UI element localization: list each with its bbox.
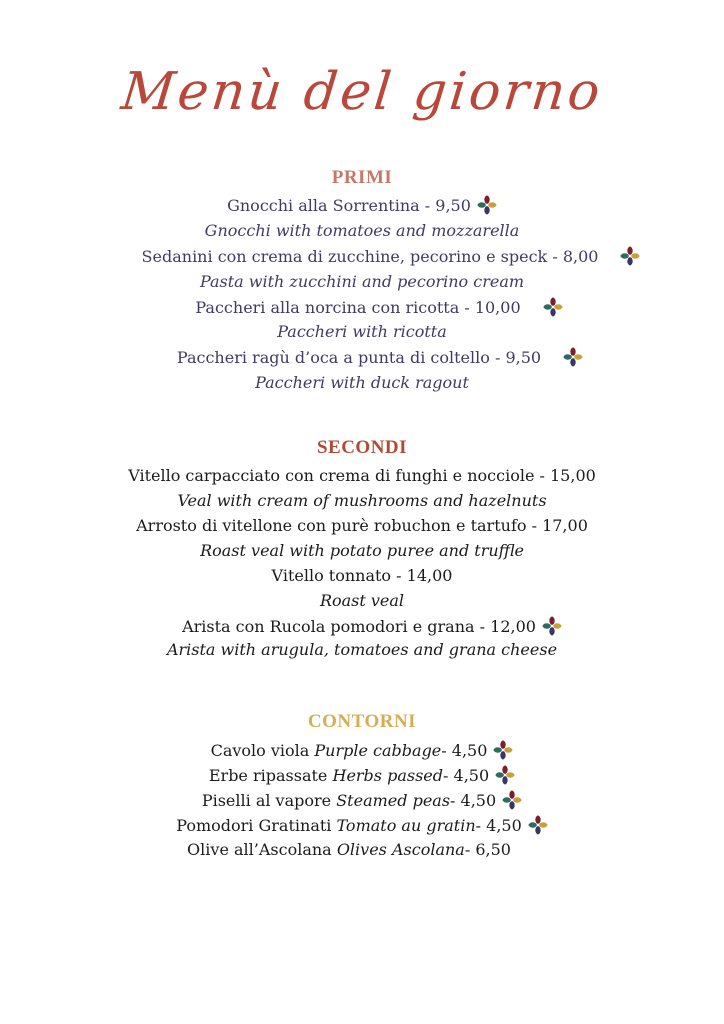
dish-name: Sedanini con crema di zucchine, pecorino e speck - 8,00 (141, 246, 599, 266)
menu-item (0, 790, 724, 810)
dish-name: Cavolo viola (210, 740, 310, 760)
four-petal-flower-icon (495, 765, 515, 785)
menu-item (0, 195, 724, 215)
dish-translation: Tomato au gratin (336, 815, 476, 835)
four-petal-flower-icon (620, 246, 640, 266)
dish-translation: Herbs passed (332, 765, 444, 785)
dish-translation: Paccheri with ricotta (277, 322, 447, 341)
section-heading-primi: PRIMI (331, 167, 393, 188)
dish-name: Vitello tonnato - 14,00 (271, 566, 453, 585)
dish-price: - 4,50 (475, 815, 522, 835)
four-petal-flower-icon (528, 815, 548, 835)
dish-translation: Olives Ascolana (336, 840, 465, 859)
dish-price: - 6,50 (464, 840, 511, 859)
four-petal-flower-icon (477, 195, 497, 215)
dish-translation: Veal with cream of mushrooms and hazelnuts (177, 491, 547, 510)
menu-item (0, 246, 724, 266)
dish-name: Vitello carpacciato con crema di funghi e nocciole - 15,00 (128, 466, 596, 485)
menu-item (0, 347, 724, 367)
page-title: Menù del giorno (118, 62, 606, 122)
dish-translation: Roast veal with potato puree and truffle (200, 541, 524, 560)
dish-name: Olive all’Ascolana (187, 840, 332, 859)
dish-name: Gnocchi alla Sorrentina - 9,50 (227, 195, 471, 215)
four-petal-flower-icon (493, 740, 513, 760)
dish-name: Piselli al vapore (201, 790, 332, 810)
dish-name: Paccheri alla norcina con ricotta - 10,00 (195, 297, 521, 317)
dish-price: - 4,50 (443, 765, 490, 785)
dish-translation: Paccheri with duck ragout (255, 373, 469, 392)
four-petal-flower-icon (542, 616, 562, 636)
section-heading-contorni: CONTORNI (307, 711, 417, 732)
dish-name: Erbe ripassate (208, 765, 328, 785)
dish-translation: Steamed peas (336, 790, 451, 810)
section-heading-secondi: SECONDI (316, 437, 408, 458)
menu-item (0, 765, 724, 785)
dish-price: - 4,50 (441, 740, 488, 760)
dish-translation: Purple cabbage (314, 740, 442, 760)
dish-price: - 4,50 (450, 790, 497, 810)
four-petal-flower-icon (543, 297, 563, 317)
four-petal-flower-icon (502, 790, 522, 810)
menu-item (0, 840, 724, 859)
dish-name: Arista con Rucola pomodori e grana - 12,00 (182, 616, 536, 636)
dish-name: Arrosto di vitellone con purè robuchon e tartufo - 17,00 (136, 516, 588, 535)
menu-item (0, 740, 724, 760)
dish-name: Paccheri ragù d’oca a punta di coltello - 9,50 (176, 347, 542, 367)
menu-item (0, 616, 724, 636)
four-petal-flower-icon (563, 347, 583, 367)
dish-translation: Arista with arugula, tomatoes and grana cheese (166, 640, 558, 659)
dish-translation: Roast veal (319, 591, 405, 610)
menu-item (0, 815, 724, 835)
menu-item (0, 297, 724, 317)
dish-name: Pomodori Gratinati (176, 815, 332, 835)
dish-translation: Pasta with zucchini and pecorino cream (199, 272, 525, 291)
dish-translation: Gnocchi with tomatoes and mozzarella (204, 221, 520, 240)
